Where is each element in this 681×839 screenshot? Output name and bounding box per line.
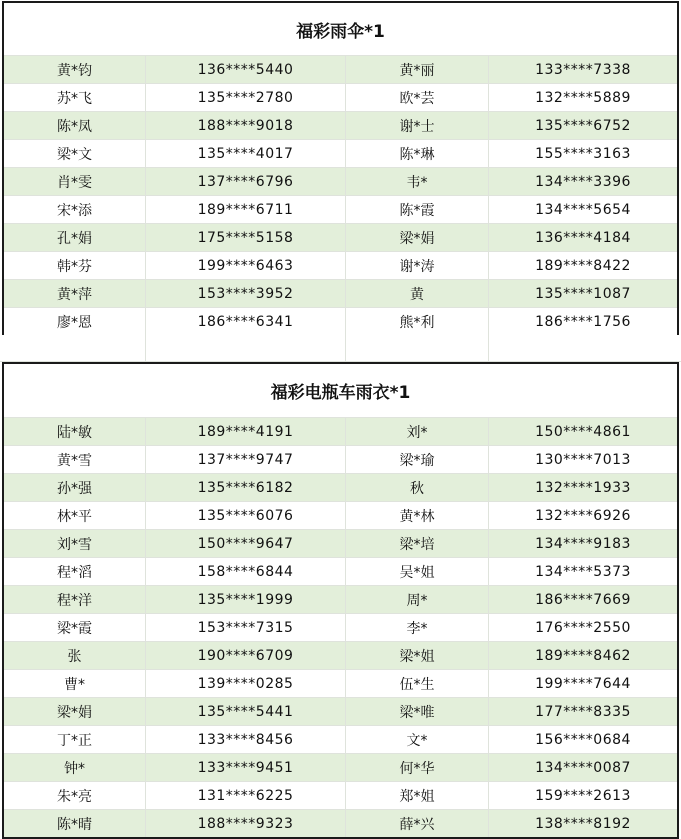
- winner-phone: 134****5373: [535, 563, 631, 580]
- winner-phone: 189****8422: [535, 257, 631, 274]
- winner-phone: 186****6341: [146, 308, 346, 335]
- winner-name: 梁*娟: [4, 698, 146, 725]
- winner-phone: 132****5889: [535, 89, 631, 106]
- winner-phone: 133****8456: [146, 726, 346, 753]
- winner-phone: 135****2780: [146, 84, 346, 111]
- winner-name: 熊*利: [346, 308, 489, 335]
- winner-name: 刘*: [346, 418, 489, 445]
- table-row: [4, 473, 677, 501]
- winner-name: 欧*芸: [346, 84, 489, 111]
- table-row: [4, 557, 677, 585]
- winner-phone: 135****6752: [535, 117, 631, 134]
- table-row: [4, 529, 677, 557]
- winner-phone: 150****4861: [535, 423, 631, 440]
- winner-phone: 135****1999: [146, 586, 346, 613]
- winner-name: 黄*丽: [346, 56, 489, 83]
- winner-name: 陈*凤: [4, 112, 146, 139]
- winner-name: 黄: [346, 280, 489, 307]
- winner-phone: 130****7013: [535, 451, 631, 468]
- winner-phone: 132****6926: [535, 507, 631, 524]
- winner-name: 张: [4, 642, 146, 669]
- winner-name: 韦*: [346, 168, 489, 195]
- winner-phone: 189****4191: [146, 418, 346, 445]
- winner-phone: 199****6463: [146, 252, 346, 279]
- winner-phone: 135****6076: [146, 502, 346, 529]
- winner-name: 李*: [346, 614, 489, 641]
- winner-name: 廖*恩: [4, 308, 146, 335]
- winner-name: 秋: [346, 474, 489, 501]
- winner-phone: 156****0684: [535, 731, 631, 748]
- winner-name: 黄*钧: [4, 56, 146, 83]
- winner-name: 文*: [346, 726, 489, 753]
- winner-name: 黄*雪: [4, 446, 146, 473]
- winner-name: 陆*敏: [4, 418, 146, 445]
- winner-phone: 134****0087: [535, 759, 631, 776]
- winner-name: 苏*飞: [4, 84, 146, 111]
- spacer-cell: [0, 335, 146, 362]
- table-row: [4, 223, 677, 251]
- winner-name: 梁*培: [346, 530, 489, 557]
- winner-phone: 135****5441: [146, 698, 346, 725]
- winner-name: 伍*生: [346, 670, 489, 697]
- table-row: [4, 613, 677, 641]
- winner-phone: 137****6796: [146, 168, 346, 195]
- winner-phone: 175****5158: [146, 224, 346, 251]
- table-row: [4, 641, 677, 669]
- winner-name: 韩*芬: [4, 252, 146, 279]
- winner-name: 谢*涛: [346, 252, 489, 279]
- winner-name: 梁*姐: [346, 642, 489, 669]
- winner-name: 陈*琳: [346, 140, 489, 167]
- table-row: [4, 501, 677, 529]
- winner-phone: 134****5654: [535, 201, 631, 218]
- table-row: [4, 167, 677, 195]
- table-row: [4, 251, 677, 279]
- winner-phone: 190****6709: [146, 642, 346, 669]
- table-row: [4, 809, 677, 837]
- winner-phone: 158****6844: [146, 558, 346, 585]
- winner-name: 宋*添: [4, 196, 146, 223]
- winner-phone: 155****3163: [535, 145, 631, 162]
- winner-name: 曹*: [4, 670, 146, 697]
- winner-phone: 189****8462: [535, 647, 631, 664]
- winner-name: 梁*娟: [346, 224, 489, 251]
- winner-phone: 188****9323: [146, 810, 346, 837]
- winner-phone: 133****7338: [535, 61, 631, 78]
- table-body: [4, 55, 677, 335]
- table-title: 福彩雨伞*1: [4, 3, 677, 55]
- table-row: [4, 139, 677, 167]
- winner-phone: 136****4184: [535, 229, 631, 246]
- winner-phone: 186****1756: [535, 313, 631, 330]
- winner-phone: 137****9747: [146, 446, 346, 473]
- winner-phone: 133****9451: [146, 754, 346, 781]
- winner-phone: 136****5440: [146, 56, 346, 83]
- winner-phone: 135****6182: [146, 474, 346, 501]
- winner-phone: 134****9183: [535, 535, 631, 552]
- winner-name: 郑*姐: [346, 782, 489, 809]
- winner-phone: 188****9018: [146, 112, 346, 139]
- winner-name: 肖*雯: [4, 168, 146, 195]
- table-row: [4, 307, 677, 335]
- winner-phone: 134****3396: [535, 173, 631, 190]
- winner-name: 何*华: [346, 754, 489, 781]
- winner-name: 薛*兴: [346, 810, 489, 837]
- winner-phone: 132****1933: [535, 479, 631, 496]
- winner-phone: 135****4017: [146, 140, 346, 167]
- winner-name: 钟*: [4, 754, 146, 781]
- spacer-cell: [146, 335, 346, 362]
- winner-name: 吴*姐: [346, 558, 489, 585]
- table-row: [4, 111, 677, 139]
- table-row: [4, 195, 677, 223]
- winner-name: 梁*唯: [346, 698, 489, 725]
- winner-name: 程*洋: [4, 586, 146, 613]
- winner-phone: 186****7669: [535, 591, 631, 608]
- winner-name: 程*滔: [4, 558, 146, 585]
- table-row: [4, 445, 677, 473]
- winner-name: 林*平: [4, 502, 146, 529]
- winner-name: 梁*文: [4, 140, 146, 167]
- winner-phone: 177****8335: [535, 703, 631, 720]
- winner-phone: 189****6711: [146, 196, 346, 223]
- table-row: [4, 417, 677, 445]
- table-row: [4, 83, 677, 111]
- spacer-cell: [489, 335, 681, 362]
- spacer-row: [0, 335, 681, 362]
- winner-phone: 138****8192: [535, 815, 631, 832]
- table-row: [4, 585, 677, 613]
- winner-phone: 150****9647: [146, 530, 346, 557]
- winner-name: 黄*林: [346, 502, 489, 529]
- table-title: 福彩电瓶车雨衣*1: [4, 364, 677, 417]
- winner-name: 周*: [346, 586, 489, 613]
- table-row: [4, 697, 677, 725]
- winner-name: 刘*雪: [4, 530, 146, 557]
- prize-table-umbrella: [2, 1, 679, 335]
- winner-name: 朱*亮: [4, 782, 146, 809]
- winner-phone: 153****3952: [146, 280, 346, 307]
- table-row: [4, 669, 677, 697]
- winner-name: 谢*士: [346, 112, 489, 139]
- table-row: [4, 279, 677, 307]
- winner-phone: 159****2613: [535, 787, 631, 804]
- winner-phone: 135****1087: [535, 285, 631, 302]
- winner-name: 陈*晴: [4, 810, 146, 837]
- winner-phone: 176****2550: [535, 619, 631, 636]
- winner-name: 孙*强: [4, 474, 146, 501]
- spacer-cell: [346, 335, 489, 362]
- winner-name: 黄*萍: [4, 280, 146, 307]
- winner-phone: 199****7644: [535, 675, 631, 692]
- prize-table-raincoat: [2, 362, 679, 839]
- table-row: [4, 55, 677, 83]
- winner-phone: 153****7315: [146, 614, 346, 641]
- table-row: [4, 781, 677, 809]
- table-row: [4, 725, 677, 753]
- table-body: [4, 417, 677, 837]
- table-row: [4, 753, 677, 781]
- winner-phone: 139****0285: [146, 670, 346, 697]
- winner-name: 孔*娟: [4, 224, 146, 251]
- winner-name: 梁*瑜: [346, 446, 489, 473]
- winner-name: 梁*霞: [4, 614, 146, 641]
- winner-name: 丁*正: [4, 726, 146, 753]
- winner-name: 陈*霞: [346, 196, 489, 223]
- winner-phone: 131****6225: [146, 782, 346, 809]
